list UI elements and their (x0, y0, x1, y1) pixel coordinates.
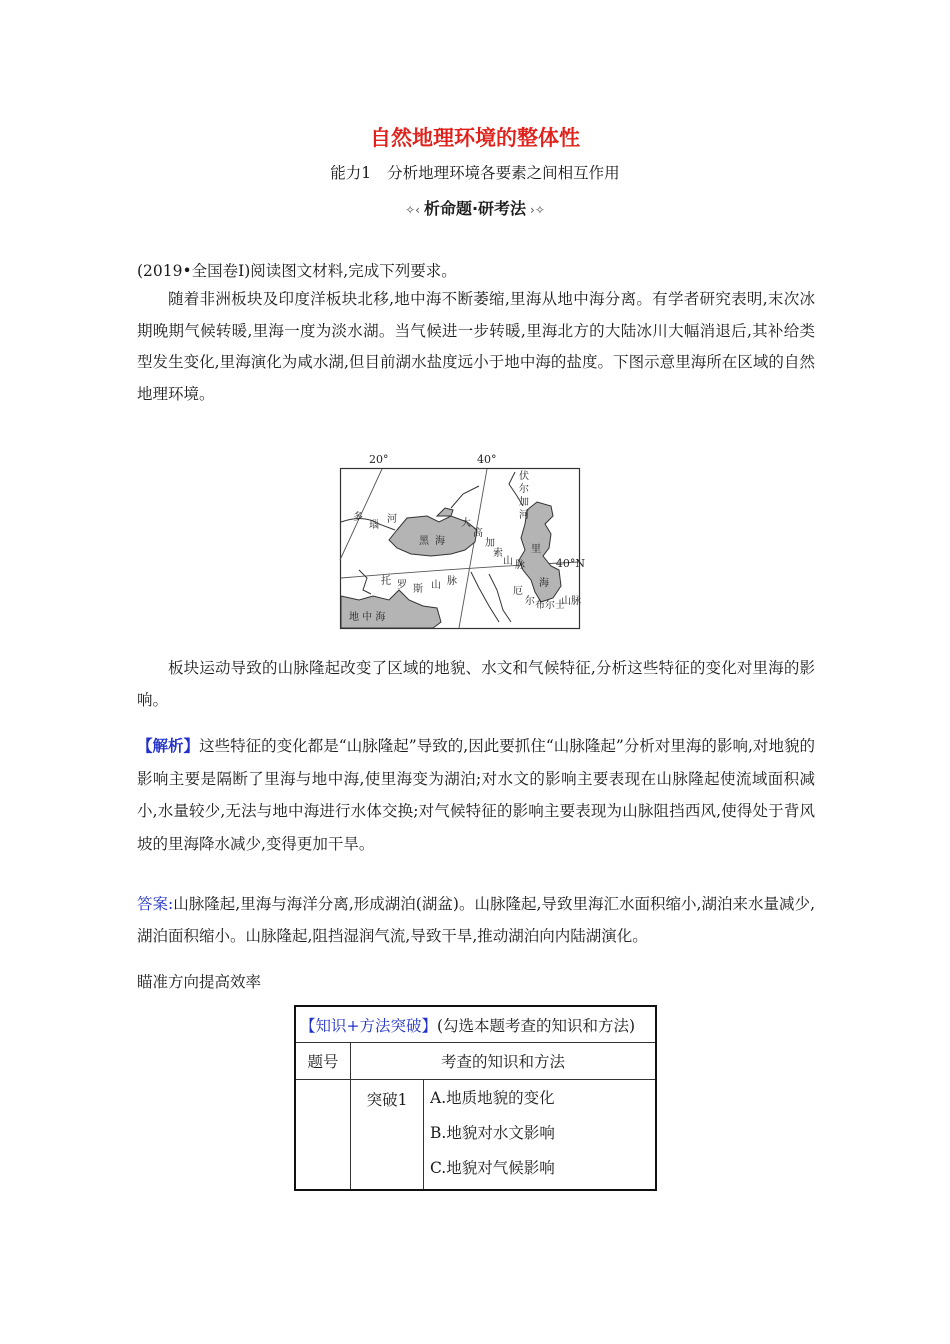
map-black-sea-char-1: 黑 (419, 536, 429, 547)
map-caucasus-char-4: 索 (493, 548, 503, 559)
options-cell (424, 1080, 657, 1191)
map-elburz-char-4: 山脉 (561, 596, 581, 607)
option-b[interactable]: B.地貌对水文影响 (430, 1124, 555, 1142)
breakthrough-cell: 突破1 (351, 1080, 424, 1191)
table-header-cell (295, 1006, 656, 1043)
ability-topic: 分析地理环境各要素之间相互作用 (387, 164, 620, 182)
map-danube-char-3: 河 (387, 514, 397, 525)
option-c[interactable]: C.地貌对气候影响 (430, 1159, 555, 1177)
map-caspian-char-1: 里 (531, 544, 541, 555)
ability-subtitle (0, 161, 950, 183)
row-num-cell (295, 1080, 351, 1191)
col-header-num: 题号 (295, 1043, 351, 1080)
ornament-right-icon: ›✧ (530, 203, 545, 217)
answer-text: 山脉隆起,里海与海洋分离,形成湖泊(湖盆)。山脉隆起,导致里海汇水面积缩小,湖泊来水量减少,湖泊面积缩小。山脉隆起,阻挡湿润气流,导致干旱,推动湖泊向内陆湖演化。 (137, 895, 815, 945)
table-header-note: (勾选本题考查的知识和方法) (437, 1016, 636, 1035)
option-a[interactable]: A.地质地貌的变化 (430, 1089, 555, 1107)
map-caspian-char-2: 海 (539, 578, 549, 589)
caspian-region-map (339, 450, 585, 632)
map-lon-label-20: 20° (369, 453, 389, 466)
map-caucasus-char-2: 高 (473, 528, 483, 539)
map-caucasus-char-6: 脉 (515, 560, 525, 571)
knowledge-method-table (294, 1005, 657, 1191)
table-header-label: 【知识+方法突破】 (300, 1016, 437, 1035)
map-black-sea-char-2: 海 (435, 536, 445, 547)
aim-text: 瞄准方向提高效率 (137, 973, 262, 991)
page-title: 自然地理环境的整体性 (370, 126, 580, 150)
map-volga-char-3: 加 (519, 497, 529, 508)
map-elburz-char-2: 尔 (525, 596, 535, 607)
map-taurus-char-4: 山 (431, 580, 441, 591)
map-taurus-char-2: 罗 (397, 580, 407, 591)
map-caucasus-char-1: 大 (461, 518, 471, 529)
analysis-block (137, 730, 815, 860)
answer-label: 答案: (137, 895, 174, 913)
map-lon-label-40: 40° (477, 453, 497, 466)
ornament-left-icon: ✧‹ (405, 203, 420, 217)
ability-number: 能力1 (330, 164, 372, 182)
col-header-content: 考查的知识和方法 (351, 1043, 657, 1080)
map-volga-char-1: 伏 (519, 471, 529, 482)
map-caucasus-char-3: 加 (485, 538, 495, 549)
map-danube-char-2: 瑙 (369, 520, 379, 531)
section-banner (0, 196, 950, 219)
question-source: (2019•全国卷Ⅰ)阅读图文材料,完成下列要求。 (137, 262, 457, 280)
map-danube-char-1: 多 (353, 512, 363, 523)
map-taurus-char-3: 斯 (413, 584, 423, 595)
analysis-text: 这些特征的变化都是“山脉隆起”导致的,因此要抓住“山脉隆起”分析对里海的影响,对地貌的影响主要是隔断了里海与地中海,使里海变为湖泊;对水文的影响主要表现在山脉隆起使流域面积减小,水量较少,无法与地中海进行水体交换;对气候特征的影响主要表现为山脉阻挡西风,使得处于背风坡的里海降水减少,变得更加干旱。 (137, 737, 815, 853)
map-volga-char-2: 尔 (519, 484, 529, 495)
map-volga-char-4: 河 (519, 510, 529, 521)
map-elburz-char-3: 布尔士 (535, 600, 565, 611)
section-banner-text: 析命题·研考法 (423, 199, 527, 218)
question-prompt: 板块运动导致的山脉隆起改变了区域的地貌、水文和气候特征,分析这些特征的变化对里海的影响。 (137, 659, 815, 709)
map-taurus-char-5: 脉 (447, 576, 457, 587)
map-med-label: 地 中 海 (349, 612, 386, 623)
map-taurus-char-1: 托 (381, 576, 391, 587)
analysis-label: 【解析】 (137, 736, 200, 755)
map-caucasus-char-5: 山 (503, 556, 513, 567)
map-lat-label: 40°N (555, 557, 585, 570)
answer-block (137, 888, 815, 952)
question-material: 随着非洲板块及印度洋板块北移,地中海不断萎缩,里海从地中海分离。有学者研究表明,末次冰期晚期气候转暖,里海一度为淡水湖。当气候进一步转暖,里海北方的大陆冰川大幅消退后,其补给类型发生变化,里海演化为咸水湖,但目前湖水盐度远小于地中海的盐度。下图示意里海所在区域的自然地理环境。 (137, 290, 815, 403)
map-elburz-char-1: 厄 (513, 586, 523, 597)
